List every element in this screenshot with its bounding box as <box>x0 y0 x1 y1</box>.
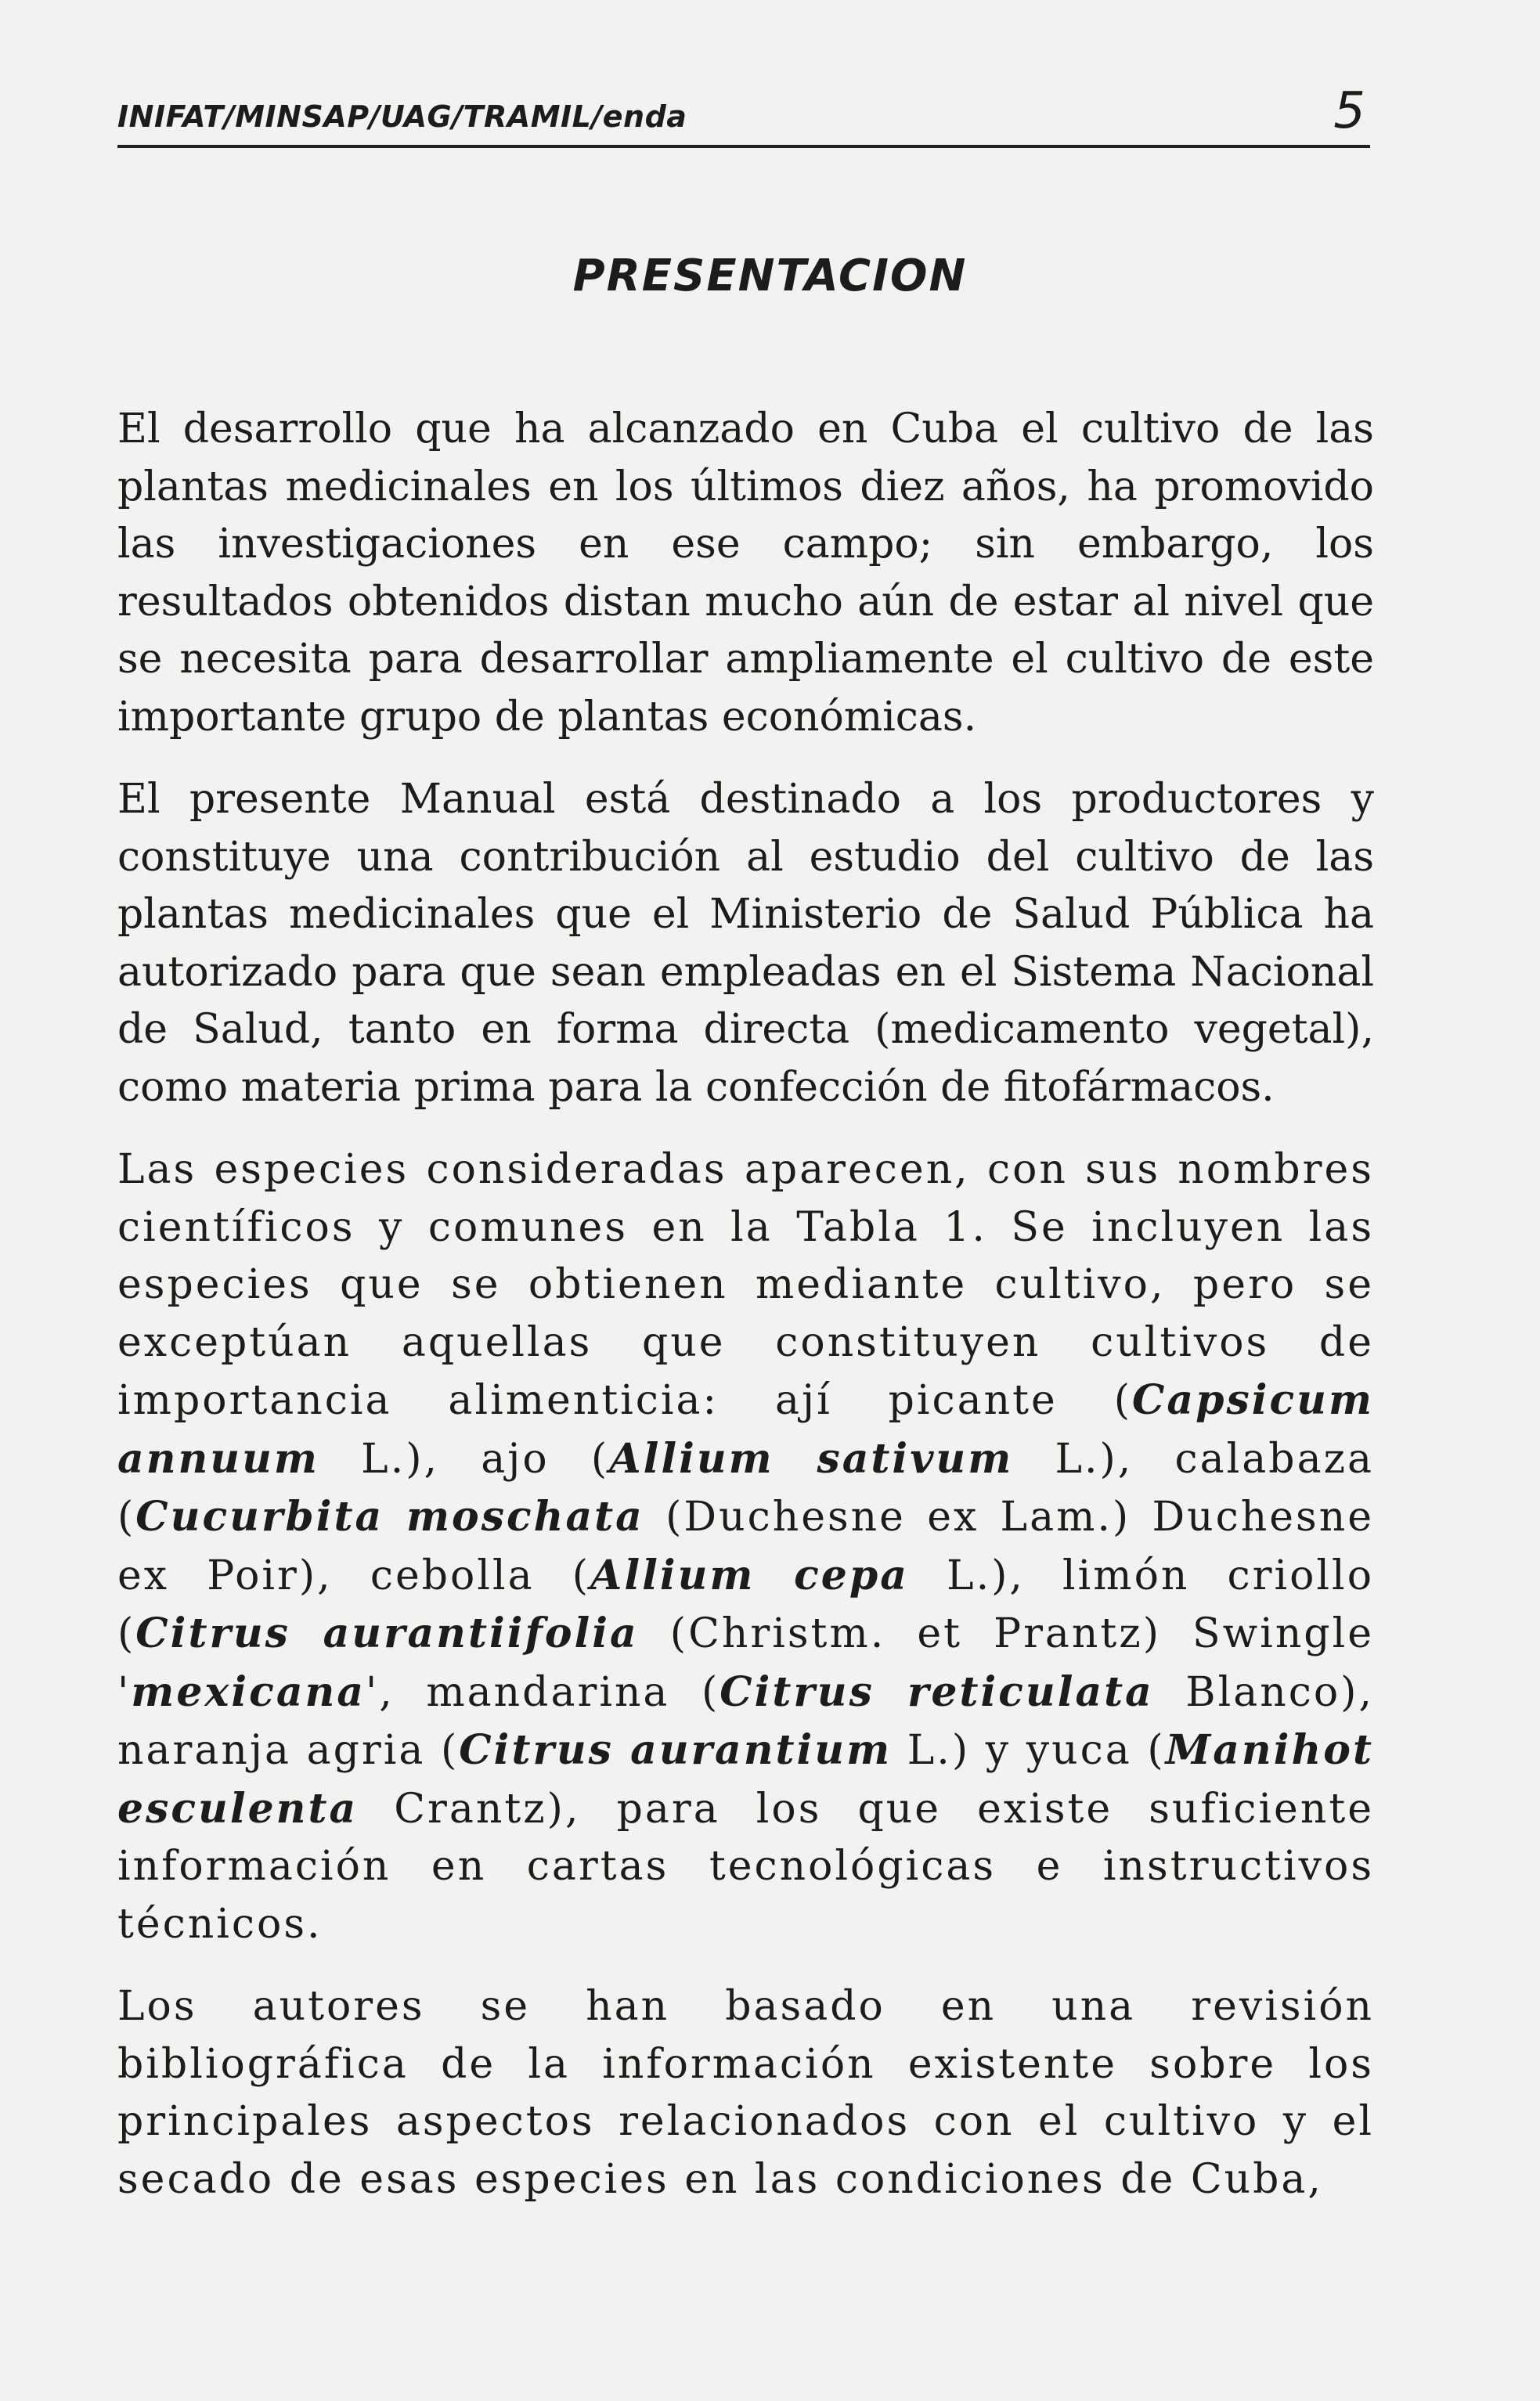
paragraph-2: El presente Manual está destinado a los productores y constituye una contribución al estudio del cultivo de las plantas medicinales que el Ministerio de Salud Pública ha autorizado para que sean empleadas en el Sistema Nacional de Salud, tanto en forma directa (medicamento vegetal), como materia prima para la confección de fitofármacos. <box>117 776 1374 1111</box>
running-header <box>117 82 1370 148</box>
text-run: Las especies consideradas aparecen, con sus nombres científicos y comunes en la Tabla 1. Se incluyen las especies que se obtienen mediante cultivo, pero se exceptúan aquellas que constituyen cultivos de importancia alimenticia: ají picante ( <box>117 1146 1374 1424</box>
species-name: Citrus aurantium <box>459 1726 893 1774</box>
page-title: PRESENTACION <box>572 251 968 301</box>
species-name: Cucurbita moschata <box>135 1493 644 1541</box>
species-name: Capsicum annuum <box>117 1376 1374 1483</box>
text-run: L.), limón criollo ( <box>117 1552 1374 1657</box>
paragraph-1: El desarrollo que ha alcanzado en Cuba el cultivo de las plantas medicinales en los últimos diez años, ha promovido las investigaciones en ese campo; sin embargo, los resultados obtenidos distan mucho aún de estar al nivel que se necesita para desarrollar ampliamente el cultivo de este importante grupo de plantas económicas. <box>117 406 1374 741</box>
text-run: (Christm. et Prantz) Swingle ' <box>117 1610 1374 1716</box>
text-run: L.) y yuca ( <box>892 1727 1166 1774</box>
text-run: ', mandarina ( <box>366 1668 720 1716</box>
species-name: Allium sativum <box>609 1434 1014 1483</box>
header-institutions: INIFAT/MINSAP/UAG/TRAMIL/enda <box>117 99 687 134</box>
paragraph-3 <box>117 1141 1374 1953</box>
text-run: (Duchesne ex Lam.) Duchesne ex Poir), cebolla ( <box>117 1494 1374 1599</box>
species-name: Citrus reticulata <box>720 1667 1154 1716</box>
species-name: Allium cepa <box>590 1551 909 1599</box>
page-number: 5 <box>1333 82 1365 140</box>
text-run: Blanco), naranja agria ( <box>117 1668 1374 1774</box>
species-name: Citrus aurantiifolia <box>135 1610 639 1657</box>
cultivar-name: mexicana <box>131 1667 366 1716</box>
text-run: L.), ajo ( <box>319 1435 610 1483</box>
species-name: Manihot esculenta <box>117 1726 1374 1833</box>
text-run: Crantz), para los que existe suficiente información en cartas tecnológicas e instructivos técnicos. <box>117 1785 1374 1948</box>
text-run: L.), calabaza ( <box>117 1435 1374 1541</box>
paragraph-4: Los autores se han basado en una revisión bibliográfica de la información existente sobre los principales aspectos relacionados con el cultivo y el secado de esas especies en las condiciones de Cuba, <box>117 1983 1374 2203</box>
body-text <box>117 401 1374 2208</box>
